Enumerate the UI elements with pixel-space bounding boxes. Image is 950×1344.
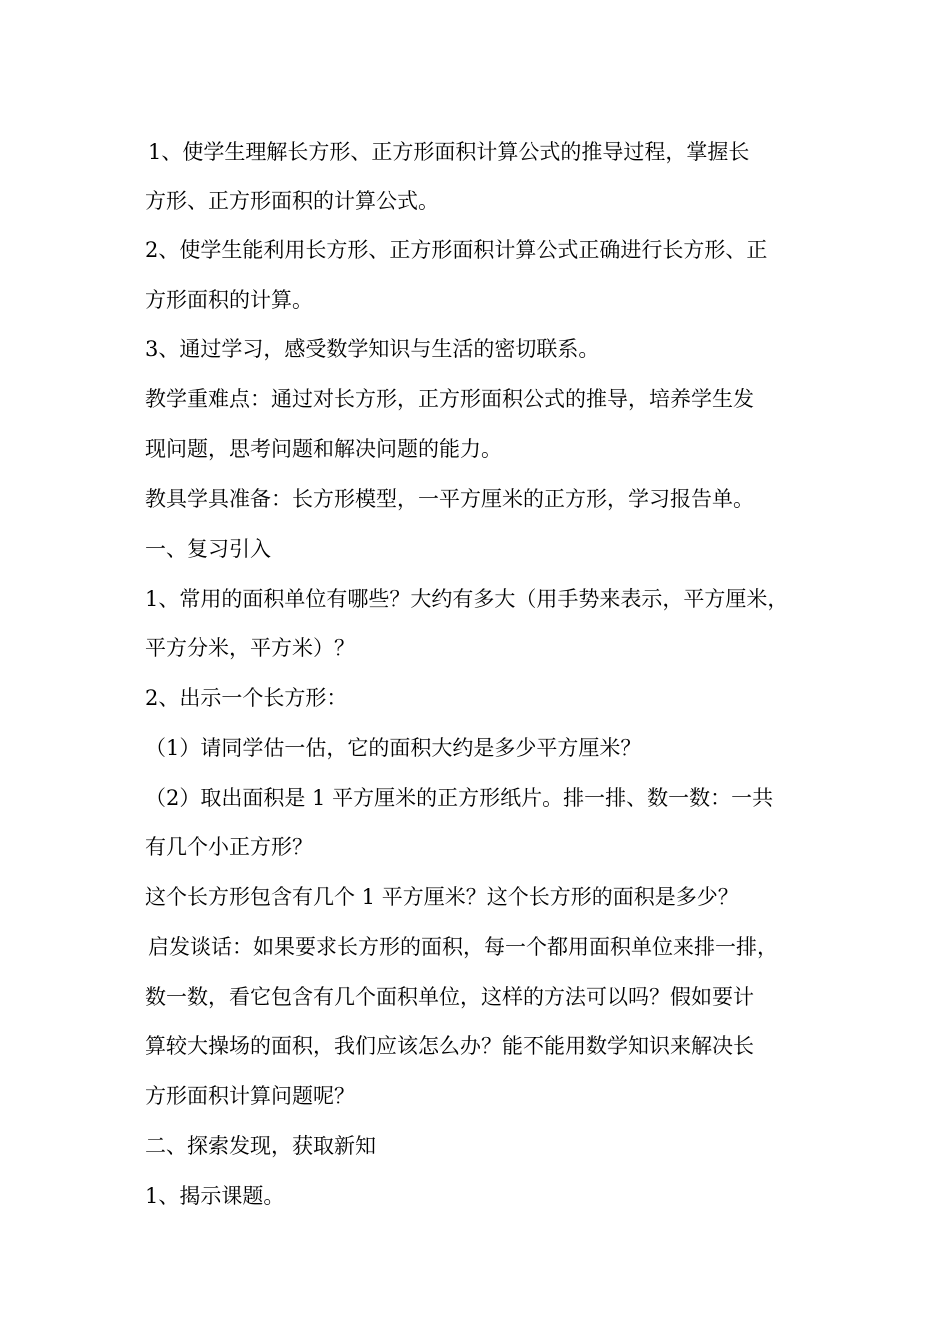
review-q2-sub1: （1）请同学估一估，它的面积大约是多少平方厘米？	[145, 736, 642, 760]
discussion-line-1: 启发谈话：如果要求长方形的面积，每一个都用面积单位来排一排，	[148, 935, 778, 959]
section-heading-review: 一、复习引入	[145, 537, 271, 561]
explore-step-1: 1、揭示课题。	[145, 1184, 285, 1208]
discussion-line-3: 算较大操场的面积，我们应该怎么办？能不能用数学知识来解决长	[145, 1034, 754, 1058]
review-q2-sub2-line-2: 有几个小正方形？	[145, 835, 313, 859]
objective-3: 3、通过学习，感受数学知识与生活的密切联系。	[145, 337, 600, 361]
review-q1-line-2: 平方分米，平方米）？	[145, 636, 355, 660]
review-q2: 2、出示一个长方形：	[145, 686, 348, 710]
review-q2-sub2-line-1: （2）取出面积是 1 平方厘米的正方形纸片。排一排、数一数：一共	[145, 786, 774, 810]
section-heading-explore: 二、探索发现，获取新知	[145, 1134, 376, 1158]
review-q1-line-1: 1、常用的面积单位有哪些？大约有多大（用手势来表示，平方厘米，	[145, 587, 789, 611]
objective-2-line-1: 2、使学生能利用长方形、正方形面积计算公式正确进行长方形、正	[145, 238, 768, 262]
objective-2-line-2: 方形面积的计算。	[145, 288, 313, 312]
discussion-line-4: 方形面积计算问题呢？	[145, 1084, 355, 1108]
objective-1-line-2: 方形、正方形面积的计算公式。	[145, 189, 439, 213]
key-points-line-1: 教学重难点：通过对长方形，正方形面积公式的推导，培养学生发	[145, 387, 754, 411]
teaching-aids: 教具学具准备：长方形模型，一平方厘米的正方形，学习报告单。	[145, 487, 754, 511]
key-points-line-2: 现问题，思考问题和解决问题的能力。	[145, 437, 502, 461]
review-question-area: 这个长方形包含有几个 1 平方厘米？这个长方形的面积是多少？	[145, 885, 739, 909]
objective-1-line-1: 1、使学生理解长方形、正方形面积计算公式的推导过程，掌握长	[148, 140, 750, 164]
discussion-line-2: 数一数，看它包含有几个面积单位，这样的方法可以吗？假如要计	[145, 985, 754, 1009]
